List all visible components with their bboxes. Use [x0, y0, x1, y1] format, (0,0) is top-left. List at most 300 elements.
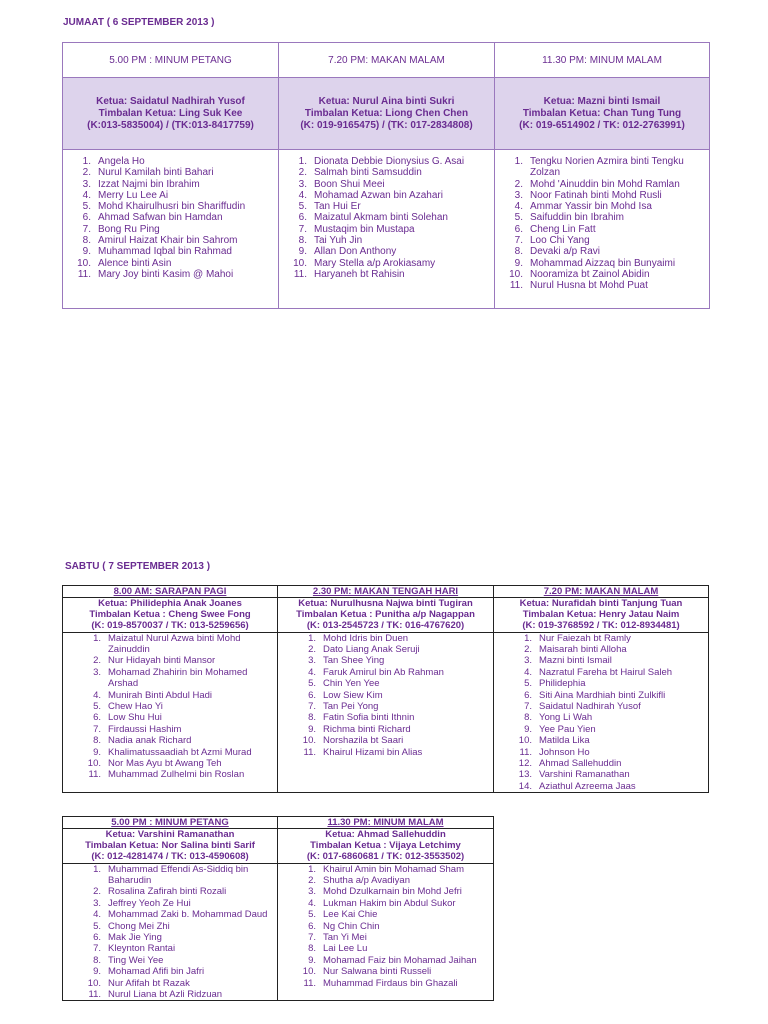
list-item	[87, 943, 277, 954]
list-number: 6.	[93, 712, 101, 724]
member-list	[495, 156, 709, 292]
member-name: Ammar Yassir bin Mohd Isa	[530, 201, 652, 213]
leader-line: Timbalan Ketua: Henry Jatau Naim	[522, 609, 680, 621]
member-name: Firdaussi Hashim	[108, 723, 182, 735]
list-item	[73, 190, 278, 201]
leader-line: (K: 017-6860681 / TK: 012-3553502)	[306, 851, 465, 863]
list-item	[289, 269, 494, 280]
list-item	[302, 886, 493, 897]
list-item	[87, 932, 277, 943]
time-row	[63, 586, 709, 598]
friday-schedule-table	[62, 42, 710, 309]
member-name: Low Shu Hui	[108, 712, 162, 724]
list-item	[302, 898, 493, 909]
member-list	[279, 156, 494, 280]
list-number: 2.	[93, 886, 101, 898]
list-number: 3.	[93, 666, 101, 678]
member-name: Ahmad Sallehuddin	[539, 758, 622, 770]
list-number: 7.	[514, 235, 523, 247]
list-number: 7.	[298, 223, 307, 235]
list-item	[302, 932, 493, 943]
list-number: 1.	[514, 156, 523, 167]
member-cell	[63, 863, 278, 1001]
member-name: Allan Don Anthony	[314, 246, 397, 258]
member-name: Nurul Husna bt Mohd Puat	[530, 280, 648, 292]
time-cell: 11.30 PM: MINUM MALAM	[278, 817, 494, 829]
list-item	[302, 864, 493, 875]
list-item	[87, 955, 277, 966]
member-name: Low Siew Kim	[323, 689, 383, 701]
member-name: Saidatul Nadhirah Yusof	[539, 701, 641, 713]
leader-cell	[63, 598, 278, 633]
list-number: 1.	[308, 632, 316, 644]
list-number: 11.	[88, 769, 101, 781]
list-number: 13.	[518, 769, 532, 781]
leader-line: Timbalan Ketua: Nor Salina binti Sarif	[85, 840, 255, 852]
member-name: Norshazila bt Saari	[323, 735, 404, 747]
list-item	[289, 190, 494, 201]
member-name: Fatin Sofia binti Ithnin	[323, 712, 415, 724]
member-name: Nur Salwana binti Russeli	[323, 966, 432, 978]
list-number: 5.	[308, 909, 316, 921]
list-number: 6.	[298, 212, 307, 224]
member-name: Mohamad Faiz bin Mohamad Jaihan	[323, 954, 477, 966]
saturday-schedule-table-2	[62, 816, 494, 1001]
member-name: Philidephia	[539, 678, 586, 690]
list-item	[518, 678, 708, 689]
list-item	[518, 655, 708, 666]
time-row	[63, 817, 494, 829]
list-item	[302, 735, 493, 746]
list-item	[87, 989, 277, 1000]
member-name: Boon Shui Meei	[314, 178, 385, 190]
leader-line: (K:013-5835004) / (TK:013-8417759)	[87, 119, 254, 131]
list-item	[518, 644, 708, 655]
leader-cell	[63, 829, 278, 864]
member-name: Mohamad Zhahirin bin Mohamed Arshad	[108, 666, 248, 690]
list-number: 2.	[308, 875, 316, 887]
list-number: 5.	[93, 701, 101, 713]
leader-cell	[279, 78, 495, 150]
member-name: Angela Ho	[98, 156, 145, 167]
list-item	[87, 724, 277, 735]
list-number: 5.	[93, 920, 101, 932]
list-item	[87, 690, 277, 701]
list-number: 6.	[514, 223, 523, 235]
member-row	[63, 632, 709, 793]
list-number: 9.	[524, 723, 532, 735]
list-number: 2.	[298, 167, 307, 179]
member-name: Tai Yuh Jin	[314, 235, 363, 247]
member-name: Mohd Khairulhusri bin Shariffudin	[98, 201, 246, 213]
list-item	[87, 633, 277, 656]
list-item	[87, 747, 277, 758]
list-item	[302, 909, 493, 920]
saturday-schedule-table	[62, 585, 709, 793]
member-cell	[278, 863, 494, 1001]
list-number: 6.	[308, 689, 316, 701]
member-name: Alence binti Asin	[98, 257, 172, 269]
member-cell	[63, 150, 279, 309]
leader-cell	[495, 78, 710, 150]
list-item	[73, 156, 278, 167]
time-cell: 7.20 PM: MAKAN MALAM	[494, 586, 709, 598]
member-name: Ting Wei Yee	[108, 954, 164, 966]
leader-line: (K: 019-8570037 / TK: 013-5259656)	[91, 620, 249, 632]
list-number: 4.	[93, 909, 101, 921]
leader-line: Ketua: Mazni binti Ismail	[543, 95, 661, 107]
day-title-friday: JUMAAT ( 6 SEPTEMBER 2013 )	[63, 17, 215, 28]
list-item	[87, 966, 277, 977]
list-item	[87, 769, 277, 780]
member-name: Faruk Amirul bin Ab Rahman	[323, 666, 444, 678]
list-item	[73, 269, 278, 280]
list-number: 10.	[302, 735, 316, 747]
member-name: Muhammad Effendi As-Siddiq bin Baharudin	[108, 863, 249, 887]
list-number: 9.	[308, 954, 316, 966]
leader-line: Timbalan Ketua: Ling Suk Kee	[98, 107, 243, 119]
list-item	[505, 269, 709, 280]
list-item	[302, 955, 493, 966]
member-name: Mohammad Aizzaq bin Bunyaimi	[530, 257, 676, 269]
leader-line: Ketua: Ahmad Sallehuddin	[325, 829, 446, 840]
list-number: 11.	[293, 268, 307, 280]
list-number: 1.	[93, 632, 101, 644]
member-name: Shutha a/p Avadiyan	[323, 875, 410, 887]
list-item	[87, 898, 277, 909]
member-name: Mohamad Azwan bin Azahari	[314, 189, 443, 201]
leader-line: Ketua: Philidephia Anak Joanes	[98, 598, 242, 609]
leader-cell	[278, 598, 494, 633]
list-item	[87, 886, 277, 897]
member-name: Muhammad Iqbal bin Rahmad	[98, 246, 232, 258]
list-number: 11.	[509, 280, 523, 292]
list-number: 9.	[308, 723, 316, 735]
leader-line: Timbalan Ketua : Punitha a/p Nagappan	[296, 609, 475, 621]
list-number: 8.	[308, 712, 316, 724]
list-number: 1.	[93, 863, 101, 875]
leader-line: (K: 012-4281474 / TK: 013-4590608)	[91, 851, 249, 863]
leader-line: Timbalan Ketua : Cheng Swee Fong	[89, 609, 251, 621]
member-name: Mary Stella a/p Arokiasamy	[314, 257, 436, 269]
list-item	[73, 179, 278, 190]
list-item	[505, 224, 709, 235]
list-item	[87, 712, 277, 723]
leader-line: Ketua: Varshini Ramanathan	[105, 829, 235, 840]
member-name: Devaki a/p Ravi	[530, 246, 601, 258]
list-item	[518, 781, 708, 792]
member-name: Chew Hao Yi	[108, 701, 163, 713]
list-item	[302, 966, 493, 977]
list-number: 5.	[82, 201, 91, 213]
list-item	[73, 167, 278, 178]
member-name: Nur Afifah bt Razak	[108, 977, 190, 989]
list-item	[505, 212, 709, 223]
list-number: 4.	[308, 897, 316, 909]
member-name: Muhammad Zulhelmi bin Roslan	[108, 769, 245, 781]
list-item	[87, 909, 277, 920]
member-name: Maizatul Akmam binti Solehan	[314, 212, 448, 224]
list-number: 6.	[93, 932, 101, 944]
list-item	[518, 633, 708, 644]
list-number: 3.	[308, 886, 316, 898]
member-name: Chin Yen Yee	[323, 678, 380, 690]
list-item	[505, 280, 709, 291]
list-number: 11.	[303, 746, 316, 758]
member-name: Bong Ru Ping	[98, 223, 160, 235]
list-item	[87, 978, 277, 989]
list-number: 3.	[308, 655, 316, 667]
list-number: 5.	[524, 678, 532, 690]
member-list	[63, 864, 277, 1001]
member-name: Nooramiza bt Zainol Abidin	[530, 268, 650, 280]
list-item	[302, 747, 493, 758]
member-cell	[495, 150, 710, 309]
member-name: Yee Pau Yien	[539, 723, 596, 735]
time-cell: 11.30 PM: MINUM MALAM	[495, 43, 710, 78]
member-name: Nor Mas Ayu bt Awang Teh	[108, 758, 222, 770]
member-name: Mohd Dzulkarnain bin Mohd Jefri	[323, 886, 462, 898]
leader-row	[63, 598, 709, 633]
time-cell: 2.30 PM: MAKAN TENGAH HARI	[278, 586, 494, 598]
list-item	[505, 235, 709, 246]
member-name: Jeffrey Yeoh Ze Hui	[108, 897, 191, 909]
list-item	[518, 735, 708, 746]
list-number: 4.	[514, 201, 523, 213]
list-item	[87, 921, 277, 932]
list-number: 10.	[87, 977, 101, 989]
list-item	[505, 258, 709, 269]
list-number: 5.	[298, 201, 307, 213]
list-item	[73, 201, 278, 212]
member-name: Khairul Hizami bin Alias	[323, 746, 423, 758]
list-item	[289, 235, 494, 246]
leader-line: Ketua: Nurul Aina binti Sukri	[318, 95, 455, 107]
member-name: Izzat Najmi bin Ibrahim	[98, 178, 200, 190]
list-number: 9.	[93, 966, 101, 978]
member-list	[494, 633, 708, 793]
member-name: Tan Shee Ying	[323, 655, 385, 667]
leader-line: (K: 019-6514902 / TK: 012-2763991)	[519, 119, 685, 131]
list-number: 2.	[93, 655, 101, 667]
list-number: 4.	[308, 666, 316, 678]
member-name: Siti Aina Mardhiah binti Zulkifli	[539, 689, 666, 701]
list-number: 7.	[93, 723, 101, 735]
member-name: Mohammad Zaki b. Mohammad Daud	[108, 909, 268, 921]
list-item	[73, 224, 278, 235]
list-number: 3.	[93, 897, 101, 909]
member-name: Maisarah binti Alloha	[539, 644, 627, 656]
member-name: Mohd Idris bin Duen	[323, 632, 409, 644]
member-name: Mustaqim bin Mustapa	[314, 223, 415, 235]
member-list	[63, 633, 277, 781]
leader-line: Timbalan Ketua : Vijaya Letchimy	[310, 840, 461, 852]
member-name: Mohd 'Ainuddin bin Mohd Ramlan	[530, 178, 680, 190]
list-item	[87, 701, 277, 712]
list-number: 11.	[519, 746, 532, 758]
list-number: 11.	[77, 268, 91, 280]
member-name: Tan Pei Yong	[323, 701, 379, 713]
member-name: Yong Li Wah	[539, 712, 593, 724]
member-list	[278, 864, 493, 989]
list-number: 14.	[518, 780, 532, 792]
member-list	[278, 633, 493, 758]
member-name: Lee Kai Chie	[323, 909, 378, 921]
list-item	[518, 667, 708, 678]
member-name: Salmah binti Samsuddin	[314, 167, 422, 179]
list-number: 2.	[82, 167, 91, 179]
list-item	[289, 212, 494, 223]
member-cell	[494, 632, 709, 793]
list-item	[505, 246, 709, 257]
leader-line: (K: 019-3768592 / TK: 012-8934481)	[522, 620, 680, 632]
list-number: 4.	[524, 666, 532, 678]
list-number: 5.	[514, 212, 523, 224]
list-item	[302, 875, 493, 886]
list-number: 12.	[518, 758, 532, 770]
member-name: Tengku Norien Azmira binti Tengku Zolzan	[530, 156, 684, 179]
list-item	[289, 156, 494, 167]
list-item	[302, 678, 493, 689]
list-item	[289, 246, 494, 257]
member-name: Richma binti Richard	[323, 723, 411, 735]
list-item	[73, 258, 278, 269]
list-item	[87, 864, 277, 887]
list-item	[302, 712, 493, 723]
member-name: Lai Lee Lu	[323, 943, 368, 955]
list-item	[505, 156, 709, 179]
list-number: 8.	[308, 943, 316, 955]
list-item	[289, 224, 494, 235]
member-cell	[63, 632, 278, 793]
list-item	[87, 758, 277, 769]
member-name: Khairul Amin bin Mohamad Sham	[323, 863, 464, 875]
member-name: Nadia anak Richard	[108, 735, 192, 747]
list-number: 1.	[298, 156, 307, 167]
list-number: 6.	[308, 920, 316, 932]
list-item	[289, 201, 494, 212]
time-cell: 5.00 PM : MINUM PETANG	[63, 43, 279, 78]
list-item	[302, 701, 493, 712]
list-number: 2.	[524, 644, 532, 656]
list-number: 4.	[298, 189, 307, 201]
list-item	[289, 179, 494, 190]
list-number: 10.	[518, 735, 532, 747]
member-name: Nur Hidayah binti Mansor	[108, 655, 216, 667]
day-title-saturday: SABTU ( 7 SEPTEMBER 2013 )	[65, 561, 211, 572]
list-number: 7.	[308, 701, 316, 713]
list-item	[505, 201, 709, 212]
leader-cell	[278, 829, 494, 864]
list-number: 4.	[82, 189, 91, 201]
list-number: 8.	[514, 246, 523, 258]
list-item	[73, 235, 278, 246]
leader-line: Ketua: Nurulhusna Najwa binti Tugiran	[298, 598, 473, 609]
member-name: Mary Joy binti Kasim @ Mahoi	[98, 268, 234, 280]
member-name: Maizatul Nurul Azwa binti Mohd Zainuddin	[108, 632, 241, 656]
list-item	[302, 690, 493, 701]
list-number: 7.	[524, 701, 532, 713]
leader-cell	[63, 78, 279, 150]
list-item	[505, 179, 709, 190]
member-name: Mazni binti Ismail	[539, 655, 612, 667]
member-name: Munirah Binti Abdul Hadi	[108, 689, 213, 701]
member-name: Tan Hui Er	[314, 201, 361, 213]
list-item	[302, 724, 493, 735]
list-number: 4.	[93, 689, 101, 701]
list-item	[518, 747, 708, 758]
list-number: 9.	[514, 257, 523, 269]
member-name: Aziathul Azreema Jaas	[539, 780, 636, 792]
leader-cell	[494, 598, 709, 633]
time-cell: 7.20 PM: MAKAN MALAM	[279, 43, 495, 78]
member-name: Dionata Debbie Dionysius G. Asai	[314, 156, 465, 167]
list-number: 9.	[82, 246, 91, 258]
member-cell	[279, 150, 495, 309]
list-number: 3.	[524, 655, 532, 667]
member-row	[63, 863, 494, 1001]
list-item	[302, 633, 493, 644]
member-cell	[278, 632, 494, 793]
member-name: Nurul Liana bt Azli Ridzuan	[108, 989, 223, 1001]
leader-line: Timbalan Ketua: Liong Chen Chen	[304, 107, 469, 119]
member-name: Ahmad Safwan bin Hamdan	[98, 212, 223, 224]
list-number: 11.	[303, 977, 316, 989]
member-name: Tan Yi Mei	[323, 932, 367, 944]
member-name: Matilda Lika	[539, 735, 590, 747]
member-name: Khalimatussaadiah bt Azmi Murad	[108, 746, 252, 758]
list-number: 3.	[298, 178, 307, 190]
list-item	[302, 921, 493, 932]
list-item	[302, 667, 493, 678]
list-item	[87, 655, 277, 666]
list-item	[518, 758, 708, 769]
member-name: Chong Mei Zhi	[108, 920, 170, 932]
list-item	[302, 655, 493, 666]
list-item	[518, 724, 708, 735]
list-item	[302, 978, 493, 989]
list-number: 1.	[82, 156, 91, 167]
list-number: 9.	[93, 746, 101, 758]
leader-line: (K: 013-2545723 / TK: 016-4767620)	[306, 620, 465, 632]
list-item	[518, 690, 708, 701]
list-number: 6.	[82, 212, 91, 224]
list-item	[87, 667, 277, 690]
member-name: Rosalina Zafirah binti Rozali	[108, 886, 227, 898]
list-number: 11.	[88, 989, 101, 1001]
list-item	[73, 246, 278, 257]
member-name: Nazratul Fareha bt Hairul Saleh	[539, 666, 673, 678]
list-number: 8.	[93, 954, 101, 966]
list-item	[518, 769, 708, 780]
list-item	[518, 712, 708, 723]
list-number: 7.	[308, 932, 316, 944]
list-number: 1.	[524, 632, 532, 644]
member-row	[63, 150, 710, 309]
time-cell: 5.00 PM : MINUM PETANG	[63, 817, 278, 829]
member-name: Saifuddin bin Ibrahim	[530, 212, 624, 224]
list-number: 8.	[93, 735, 101, 747]
list-item	[289, 167, 494, 178]
member-name: Mak Jie Ying	[108, 932, 162, 944]
leader-row	[63, 78, 710, 150]
leader-line: Ketua: Nurafidah binti Tanjung Tuan	[519, 598, 683, 609]
member-name: Varshini Ramanathan	[539, 769, 630, 781]
leader-line: Timbalan Ketua: Chan Tung Tung	[522, 107, 682, 119]
list-number: 3.	[514, 189, 523, 201]
member-name: Johnson Ho	[539, 746, 590, 758]
list-number: 10.	[293, 257, 307, 269]
